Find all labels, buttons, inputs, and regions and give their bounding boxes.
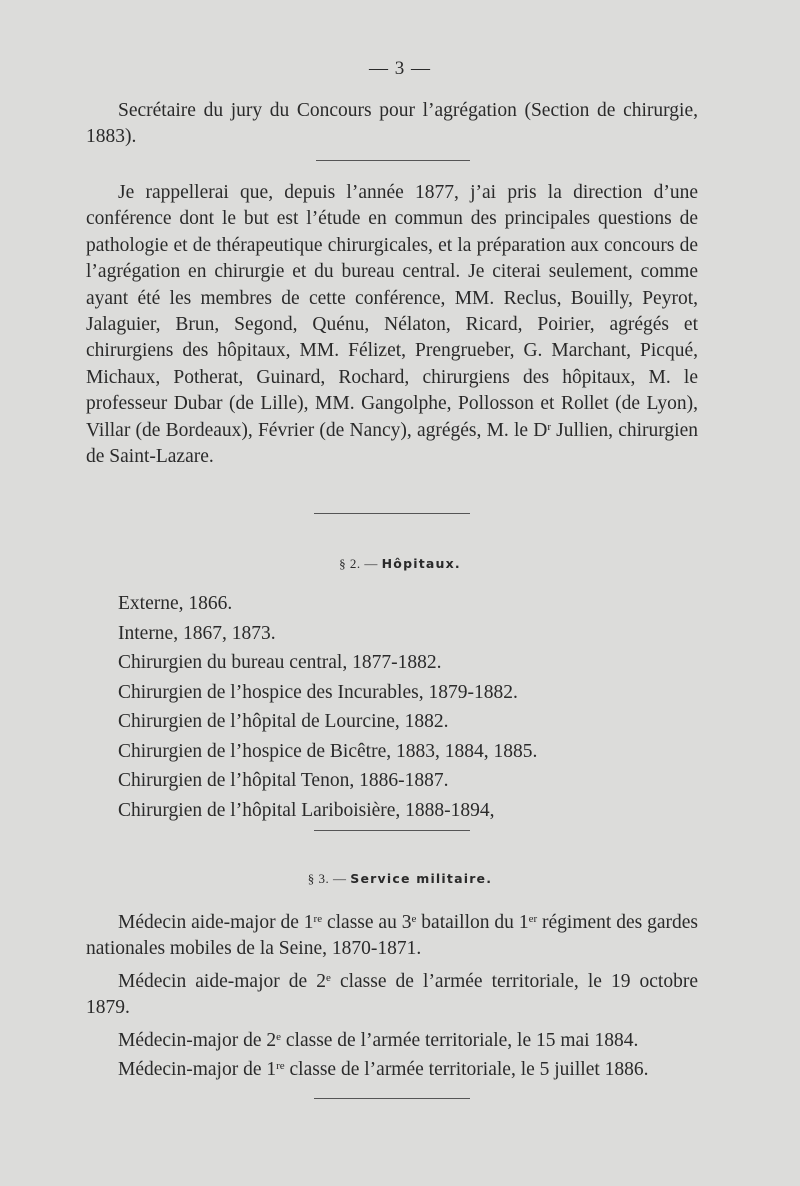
conference-body: Je rappellerai que, depuis l’année 1877, j’ai pris la direction d’une conférence dont le but est l’étude en commun des principales questions de pathologie et de thérapeutique chirurgicales, et la préparation aux concours de l’agrégation en chirurgie et du bureau central. Je citerai seulement, comme ayant été les membres de cette conférence, MM. Reclus, Bouilly, Peyrot, Jalaguier, Brun, Segond, Quénu, Nélaton, Ricard, Poirier, agrégés et chirurgiens des hôpitaux, MM. Félizet, Prengrueber, G. Marchant, Picqué, Michaux, Potherat, Guinard, Rochard, chirurgiens des hôpitaux, M. le professeur Dubar (de Lille), MM. Gangolphe, Pollosson et Rollet (de Lyon), Villar (de Bordeaux), Février (de Nancy), agrégés, M. le D: [86, 182, 698, 441]
section-3-body: [86, 910, 698, 1083]
conference-tail: Jullien, chirurgien de Saint-Lazare.: [86, 419, 699, 468]
entry-text: classe de l’armée territoriale, le 15 mai 1884.: [281, 1029, 639, 1051]
entry-text: Médecin aide-major de 2: [118, 970, 326, 992]
service-entry: [86, 969, 698, 1022]
conference-paragraph: [86, 180, 698, 470]
entry-text: bataillon du 1: [416, 912, 529, 933]
conference-sup: r: [547, 420, 551, 433]
section-3-title: Service militaire.: [350, 871, 493, 886]
entry-sup: re: [313, 913, 323, 925]
list-item: Interne, 1867, 1873.: [118, 622, 276, 644]
list-item: Chirurgien de l’hôpital de Lourcine, 1882.: [118, 711, 449, 732]
entry-sup: e: [276, 1030, 281, 1043]
list-item: Chirurgien de l’hospice de Bicêtre, 1883, 1884, 1885.: [118, 740, 538, 762]
list-item: Externe, 1866.: [118, 593, 233, 614]
section-3-heading: [0, 871, 800, 887]
section-2-title: Hôpitaux.: [381, 556, 461, 571]
entry-sup: er: [528, 913, 538, 925]
intro-text: Secrétaire du jury du Concours pour l’agrégation (Section de chirurgie, 1883).: [86, 100, 698, 148]
entry-text: régiment des gardes nationales mobiles de la Seine, 1870-1871.: [86, 912, 699, 960]
service-entry: [86, 910, 698, 963]
intro-paragraph: [86, 98, 698, 151]
separator-rule: [314, 1098, 470, 1099]
section-3-prefix: § 3. —: [307, 871, 351, 886]
entry-text: classe de l’armée territoriale, le 5 juillet 1886.: [284, 1059, 649, 1081]
entry-text: classe au 3: [322, 912, 412, 933]
entry-text: Médecin-major de 1: [118, 1059, 277, 1081]
separator-rule: [314, 513, 470, 514]
entry-text: Médecin aide-major de 1: [118, 912, 314, 933]
list-item: Chirurgien de l’hôpital Lariboisière, 1888-1894,: [118, 799, 495, 821]
entry-text: classe de l’armée territoriale, le 19 octobre 1879.: [86, 970, 698, 1019]
entry-sup: e: [411, 913, 417, 925]
section-2-prefix: § 2. —: [339, 556, 382, 571]
entry-sup: re: [276, 1060, 285, 1073]
service-entry: [86, 1028, 698, 1054]
separator-rule: [316, 160, 470, 161]
entry-sup: e: [326, 971, 331, 984]
section-2-list: [118, 589, 537, 825]
service-entry: [86, 1057, 698, 1083]
page-number: — 3 —: [369, 58, 431, 79]
section-2-heading: [0, 556, 800, 572]
separator-rule: [314, 830, 470, 831]
list-item: Chirurgien de l’hospice des Incurables, 1879-1882.: [118, 681, 518, 703]
list-item: Chirurgien du bureau central, 1877-1882.: [118, 652, 442, 673]
entry-text: Médecin-major de 2: [118, 1029, 277, 1051]
list-item: Chirurgien de l’hôpital Tenon, 1886-1887.: [118, 770, 449, 791]
conference-text: [86, 180, 698, 470]
